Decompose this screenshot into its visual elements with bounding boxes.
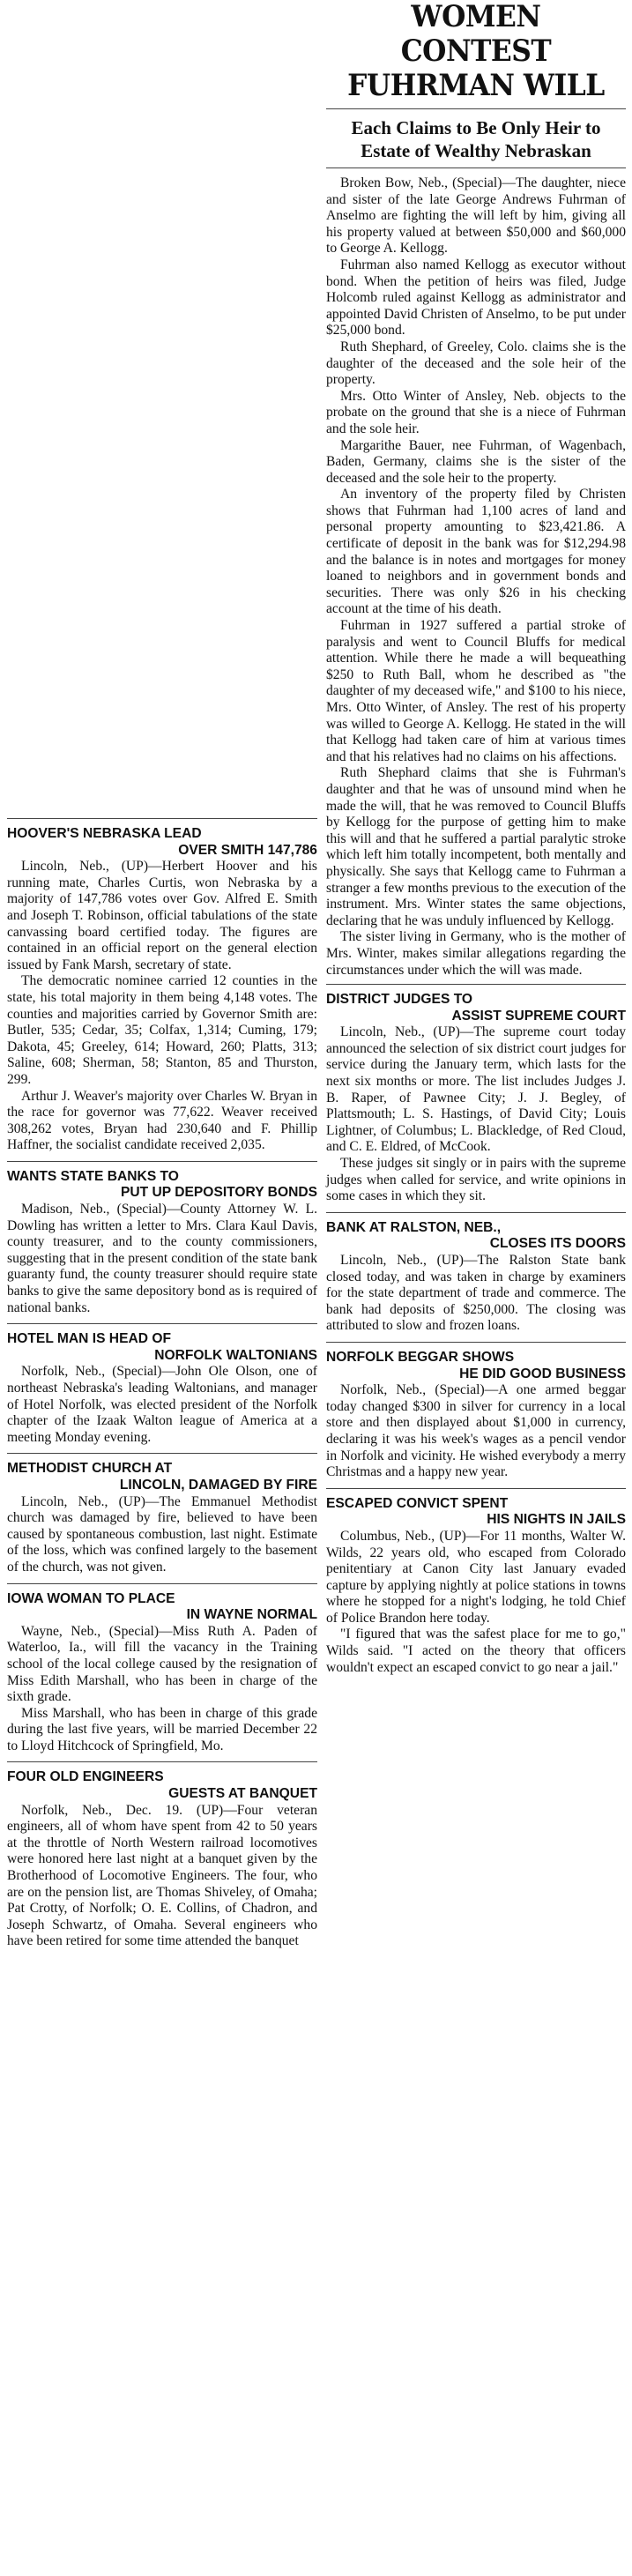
paragraph: Fuhrman also named Kellogg as executor without bond. When the petition of heirs was filed, Judge Holcomb ruled against Kellogg as administrator and appointed David Christen of Anselmo, to be put under $25,000 bond. (326, 257, 626, 339)
article-headline (7, 1331, 317, 1364)
paragraph: Fuhrman in 1927 suffered a partial stroke of paralysis and went to Council Bluffs for medical attention. While there he made a will bequeathing $250 to Ruth Ball, whom he described as "the daughter of my deceased wife," and $100 to his niece, Mrs. Otto Winter, of Ansley. The rest of his property was willed to George A. Kellogg. He stated in the will that Kellogg had taken care of him at various times and that his relatives had no claims on his affections. (326, 618, 626, 764)
paragraph: Norfolk, Neb., Dec. 19. (UP)—Four veteran engineers, all of whom have spent from 42 to 50 years at the throttle of North Western railroad locomotives were honored here last night at a banquet given by the Brotherhood of Locomotive Engineers. The four, who are on the pension list, are Thomas Shiveley, of Omaha; Pat Crotty, of Norfolk; O. E. Collins, of Chadron, and Joseph Schwartz, of Omaha. Several engineers who have been retired for some time attended the banquet (7, 1802, 317, 1949)
paragraph: Margarithe Bauer, nee Fuhrman, of Wagenbach, Baden, Germany, claims she is the sister of the deceased and the sole heir to the property. (326, 437, 626, 486)
paragraph: Lincoln, Neb., (UP)—The Emmanuel Methodist church was damaged by fire, believed to have been caused by spontaneous combustion, last night. Estimate of the loss, which was confined largely to the basement of the church, was not given. (7, 1493, 317, 1575)
article-headline (7, 1169, 317, 1202)
headline-line-2: HE DID GOOD BUSINESS (459, 1366, 626, 1381)
article-headline (7, 1769, 317, 1802)
headline-line-2: NORFOLK WALTONIANS (154, 1347, 317, 1363)
main-headline-line-2: FUHRMAN WILL (347, 68, 605, 103)
headline-line-1: BANK AT RALSTON, NEB., (326, 1219, 502, 1235)
divider (7, 1323, 317, 1324)
paragraph: An inventory of the property filed by Christen shows that Fuhrman had 1,100 acres of land and personal property amounting to $23,421.86. A certificate of deposit in the bank was for $12,294.98 and the balance is in notes and mortgages for money loaned to neighbors and in government bonds and securities. There was only $26 in his checking account at the time of his death. (326, 487, 626, 617)
headline-line-2: IN WAYNE NORMAL (186, 1607, 317, 1623)
paragraph: Mrs. Otto Winter of Ansley, Neb. objects to the probate on the ground that she is a niece of Fuhrman and the sole heir. (326, 388, 626, 436)
article-methodist-church (7, 1461, 317, 1575)
paragraph: Wayne, Neb., (Special)—Miss Ruth A. Paden of Waterloo, Ia., will fill the vacancy in the Training school of the local college caused by the resignation of Miss Edith Marshall, who has been in charge of the sixth grade. (7, 1623, 317, 1705)
paragraph: Norfolk, Neb., (Special)—John Ole Olson, one of northeast Nebraska's leading Waltonians, and manager of Hotel Norfolk, was elected president of the Norfolk chapter of the Izaak Walton league of America at a meeting Monday evening. (7, 1364, 317, 1445)
paragraph: Lincoln, Neb., (UP)—The supreme court today announced the selection of six district court judges for service during the January term, which lasts for the next six months or more. The list includes Judges J. B. Raper, of Pawnee City; J. J. Begley, of Plattsmouth; L. S. Hastings, of David City; Louis Lightner, of Columbus; L. Blackledge, of Red Cloud, and C. E. Eldred, of McCook. (326, 1024, 626, 1155)
article-iowa-woman (7, 1591, 317, 1755)
article-norfolk-beggar (326, 1350, 626, 1481)
divider (326, 1342, 626, 1343)
paragraph: Columbus, Neb., (UP)—For 11 months, Walter W. Wilds, 22 years old, who escaped from Colorado penitentiary at Canon City last January evaded capture by applying nightly at police stations in towns where he stopped for a night's lodging, he told Chief of Police Brandon here today. (326, 1528, 626, 1626)
headline-line-2: ASSIST SUPREME COURT (451, 1008, 626, 1024)
article-state-banks (7, 1169, 317, 1316)
headline-line-1: DISTRICT JUDGES TO (326, 992, 473, 1008)
paragraph: Lincoln, Neb., (UP)—The Ralston State bank closed today, and was taken in charge by examiners for the state department of trade and commerce. The bank had deposits of $250,000. The closing was attributed to slow and frozen loans. (326, 1253, 626, 1334)
headline-line-1: HOTEL MAN IS HEAD OF (7, 1331, 171, 1347)
divider (326, 984, 626, 985)
paragraph: Madison, Neb., (Special)—County Attorney W. L. Dowling has written a letter to Mrs. Clara Kaul Davis, county treasurer, and to the county commissioners, suggesting that in the present condition of the state bank guaranty fund, the county treasurer should require state banks to give the same depository bond as is required of national banks. (7, 1202, 317, 1315)
main-story (326, 0, 626, 979)
article-old-engineers (7, 1769, 317, 1950)
main-headline-line-1: WOMEN CONTEST (400, 0, 552, 69)
article-headline (326, 1350, 626, 1382)
paragraph: Norfolk, Neb., (Special)—A one armed beggar today changed $300 in silver for currency in a local store and then displayed about $1,000 in currency, declaring it was his week's wages as a pencil vendor in Norfolk and vicinity. He wished everybody a merry Christmas and a happy new year. (326, 1382, 626, 1480)
headline-line-1: NORFOLK BEGGAR SHOWS (326, 1349, 515, 1365)
right-column (326, 0, 626, 1683)
headline-line-2: LINCOLN, DAMAGED BY FIRE (119, 1477, 317, 1493)
headline-line-2: CLOSES ITS DOORS (489, 1236, 626, 1252)
headline-line-2: GUESTS AT BANQUET (168, 1786, 317, 1802)
headline-line-2: OVER SMITH 147,786 (178, 842, 317, 858)
headline-line-1: IOWA WOMAN TO PLACE (7, 1590, 175, 1606)
article-headline (7, 826, 317, 859)
divider (7, 1161, 317, 1162)
divider (326, 108, 626, 109)
left-column (7, 813, 317, 1957)
divider (7, 818, 317, 819)
article-bank-ralston (326, 1220, 626, 1335)
divider (326, 1488, 626, 1489)
article-headline (326, 1496, 626, 1529)
headline-line-1: WANTS STATE BANKS TO (7, 1168, 179, 1184)
paragraph: Lincoln, Neb., (UP)—Herbert Hoover and his running mate, Charles Curtis, won Nebraska by a majority of 147,786 votes over Gov. Alfred E. Smith and Joseph T. Robinson, official tabulations of the state canvassing board certified today. The figures are contained in an official report on the general election issued by Fank Marsh, secretary of state. (7, 859, 317, 972)
paragraph: "I figured that was the safest place for me to go," Wilds said. "I acted on the theory that officers wouldn't expect an escaped convict to go near a jail." (326, 1627, 626, 1675)
paragraph: Ruth Shephard, of Greeley, Colo. claims she is the daughter of the deceased and the sole heir of the property. (326, 339, 626, 388)
headline-line-2: PUT UP DEPOSITORY BONDS (121, 1185, 317, 1201)
paragraph: These judges sit singly or in pairs with the supreme judges when called for service, and write opinions in some cases in which they sit. (326, 1156, 626, 1204)
headline-line-2: HIS NIGHTS IN JAILS (487, 1512, 626, 1528)
divider (7, 1583, 317, 1584)
article-escaped-convict (326, 1496, 626, 1677)
article-headline (7, 1461, 317, 1493)
paragraph: Miss Marshall, who has been in charge of this grade during the last five years, will be married December 22 to Lloyd Hitchcock of Springfield, Mo. (7, 1705, 317, 1753)
divider (7, 1453, 317, 1454)
divider (326, 1212, 626, 1213)
paragraph: Broken Bow, Neb., (Special)—The daughter, niece and sister of the late George Andrews Fuhrman of Anselmo are fighting the will left by him, giving all his property valued at between $50,000 and $60,000 to George A. Kellogg. (326, 175, 626, 257)
main-story-body (326, 175, 626, 979)
paragraph: Ruth Shephard claims that she is Fuhrman's daughter and that he was of unsound mind when he made the will, that he was removed to Council Bluffs by Kellogg for the purpose of getting him to make this will and that he suffered a partial paralytic stroke which left him totally incompetent, both mentally and physically. She says that Kellogg came to Fuhrman a stranger a few months previous to the execution of the instrument. Mrs. Winter states the same objections, declaring that he was unduly influenced by Kellogg. (326, 765, 626, 928)
divider (7, 1761, 317, 1762)
headline-line-1: ESCAPED CONVICT SPENT (326, 1495, 509, 1511)
headline-line-1: HOOVER'S NEBRASKA LEAD (7, 826, 202, 841)
paragraph: The sister living in Germany, who is the mother of Mrs. Winter, makes similar allegations regarding the circumstances under which the will was made. (326, 929, 626, 978)
paragraph: Arthur J. Weaver's majority over Charles W. Bryan in the race for governor was 77,622. Weaver received 308,262 votes, Bryan had 230,640 and F. Phillip Haffner, the socialist candidate received 2,035. (7, 1088, 317, 1153)
main-subhead: Each Claims to Be Only Heir to Estate of Wealthy Nebraskan (351, 117, 601, 161)
paragraph: The democratic nominee carried 12 counties in the state, his total majority in them being 4,148 votes. The counties and majorities carried by Governor Smith are: Butler, 535; Cedar, 35; Colfax, 1,314; Cuming, 179; Dakota, 45; Greeley, 614; Howard, 260; Platts, 313; Saline, 608; Sherman, 58; Stanton, 85 and Thurston, 299. (7, 973, 317, 1087)
headline-line-1: METHODIST CHURCH AT (7, 1461, 173, 1477)
article-headline (326, 1220, 626, 1253)
headline-line-1: FOUR OLD ENGINEERS (7, 1769, 164, 1785)
article-hotel-man (7, 1331, 317, 1446)
article-district-judges (326, 992, 626, 1205)
article-headline (326, 992, 626, 1024)
article-headline (7, 1591, 317, 1624)
article-hoover-lead (7, 826, 317, 1154)
